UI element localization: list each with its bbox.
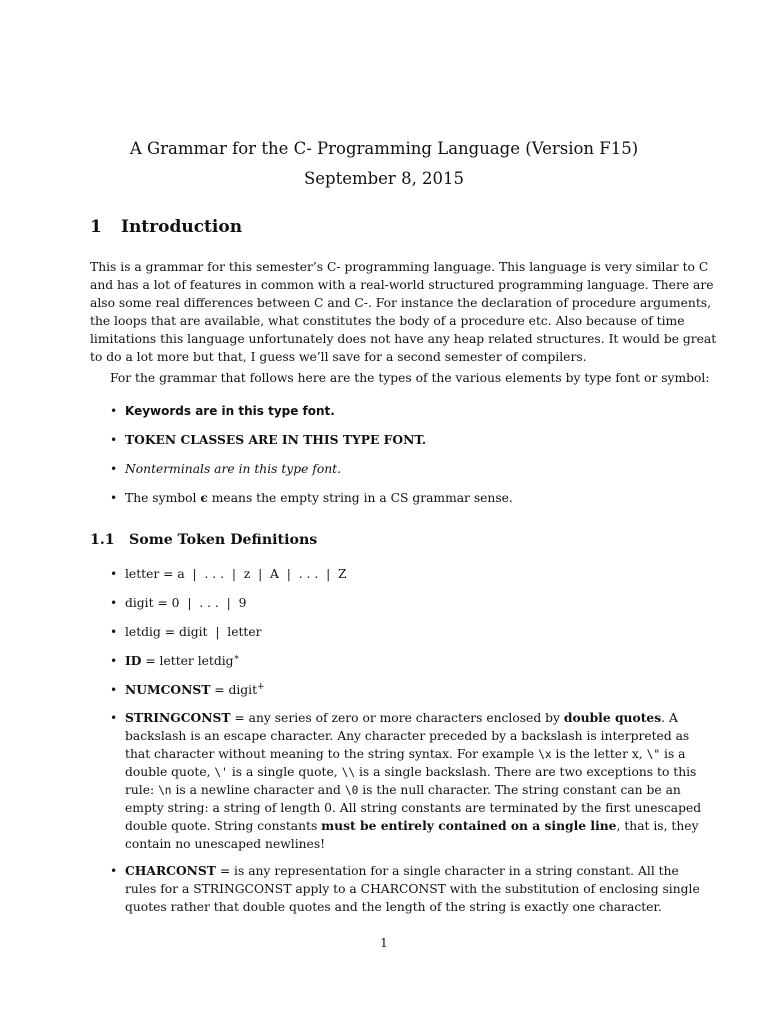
section-number: 1: [90, 217, 102, 237]
bullet-icon: •: [110, 462, 118, 476]
definition-letter: letter = a | . . . | z | A | . . . | Z: [125, 567, 347, 581]
list-item-nonterminals: Nonterminals are in this type font.: [125, 462, 342, 476]
bullet-icon: •: [110, 567, 118, 581]
intro-line: the loops that are available, what constitutes the body of a procedure etc. Also because of time: [90, 314, 685, 328]
intro-line: This is a grammar for this semester’s C- programming language. This language is very similar to C: [90, 260, 709, 274]
section-title: Introduction: [121, 217, 243, 237]
intro-line: and has a lot of features in common with a real-world structured programming language. There are: [90, 278, 714, 292]
list-item-keywords: Keywords are in this type font.: [125, 404, 335, 418]
intro-line: also some real differences between C and C-. For instance the declaration of procedure arguments,: [90, 296, 711, 310]
intro-line: to do a lot more but that, I guess we’ll save for a second semester of compilers.: [90, 350, 587, 364]
bullet-icon: •: [110, 864, 118, 878]
bullet-icon: •: [110, 433, 118, 447]
epsilon-symbol: ϵ: [200, 490, 208, 505]
bullet-icon: •: [110, 654, 118, 668]
bullet-icon: •: [110, 404, 118, 418]
intro-line: limitations this language unfortunately does not have any heap related structures. It would be great: [90, 332, 717, 346]
subsection-heading-token-definitions: [90, 530, 317, 550]
section-heading-introduction: [90, 216, 242, 238]
bullet-icon: •: [110, 683, 118, 697]
document-date: September 8, 2015: [303, 169, 465, 188]
bullet-icon: •: [110, 596, 118, 610]
definition-id: ID = letter letdig∗: [125, 652, 240, 668]
types-intro-paragraph: For the grammar that follows here are the types of the various elements by type font or symbol:: [110, 371, 710, 385]
bullet-icon: •: [110, 491, 118, 505]
document-title: A Grammar for the C- Programming Language (Version F15): [129, 139, 639, 158]
bullet-icon: •: [110, 711, 118, 725]
subsection-number: 1.1: [90, 532, 115, 548]
definition-letdig: letdig = digit | letter: [125, 625, 262, 639]
bullet-icon: •: [110, 625, 118, 639]
page-number: 1: [380, 936, 388, 950]
list-item-epsilon: The symbol ϵ means the empty string in a CS grammar sense.: [125, 490, 513, 505]
subsection-title: Some Token Definitions: [129, 532, 318, 548]
list-item-token-classes: TOKEN CLASSES ARE IN THIS TYPE FONT.: [125, 432, 427, 447]
definition-numconst: NUMCONST = digit+: [125, 681, 265, 697]
definition-digit: digit = 0 | . . . | 9: [125, 596, 247, 610]
